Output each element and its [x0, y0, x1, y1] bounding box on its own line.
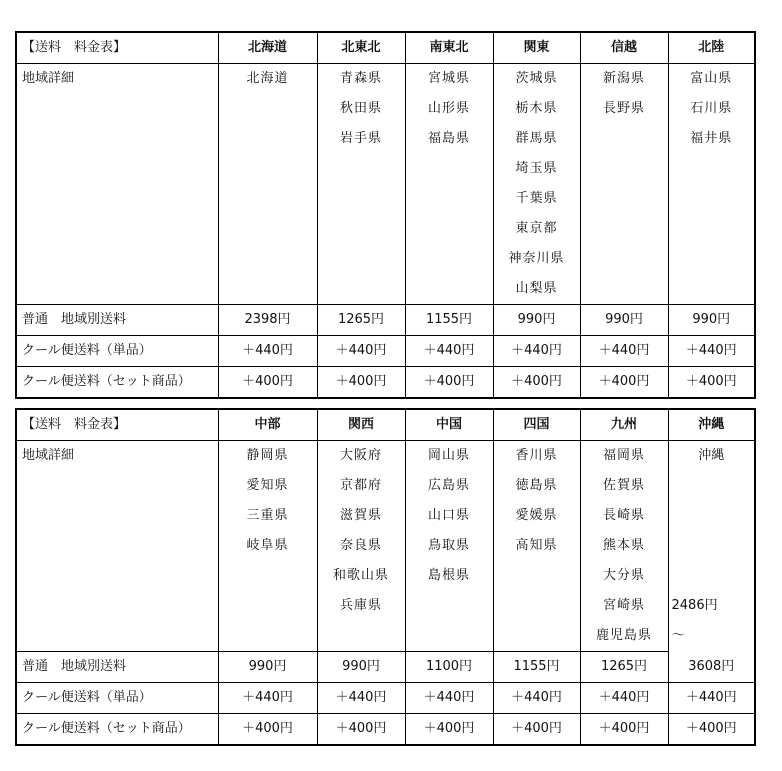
normal-rate-cell: 1100円 — [405, 652, 493, 683]
cool-single-cell: ＋440円 — [580, 683, 668, 714]
cool-set-cell: ＋400円 — [580, 714, 668, 746]
shipping-rate-table-1 — [15, 31, 756, 399]
cool-set-cell: ＋400円 — [317, 367, 405, 399]
prefecture: 山口県 — [427, 508, 470, 523]
cool-set-row — [16, 367, 755, 399]
region-header-chubu: 中部 — [218, 409, 317, 441]
cool-set-row — [16, 714, 755, 746]
cool-single-cell: ＋440円 — [580, 336, 668, 367]
detail-cell-kita-tohoku — [317, 64, 405, 305]
cool-set-cell: ＋400円 — [580, 367, 668, 399]
header-row — [16, 32, 755, 64]
okinawa-detail-wrap — [669, 441, 755, 651]
region-header-kansai: 関西 — [317, 409, 405, 441]
detail-cell-hokkaido — [218, 64, 317, 305]
detail-cell-chubu — [218, 441, 317, 652]
normal-rate-label: 普通 地域別送料 — [16, 652, 218, 683]
prefecture: 広島県 — [427, 478, 470, 493]
prefecture: 山梨県 — [515, 281, 558, 296]
prefecture: 新潟県 — [602, 71, 645, 86]
cool-single-cell: ＋440円 — [218, 683, 317, 714]
detail-cell-shinetsu — [580, 64, 668, 305]
prefecture: 栃木県 — [515, 101, 558, 116]
table-corner-title: 【送料 料金表】 — [16, 409, 218, 441]
cool-single-row — [16, 336, 755, 367]
prefecture: 和歌山県 — [332, 568, 389, 583]
prefecture: 滋賀県 — [339, 508, 382, 523]
cool-single-cell: ＋440円 — [668, 336, 755, 367]
normal-rate-label: 普通 地域別送料 — [16, 305, 218, 336]
prefecture: 福島県 — [427, 131, 470, 146]
prefecture: 岡山県 — [427, 448, 470, 463]
cool-single-cell: ＋440円 — [493, 683, 580, 714]
normal-rate-cell: 990円 — [493, 305, 580, 336]
prefecture: 高知県 — [515, 538, 558, 553]
shipping-rate-table-2 — [15, 408, 756, 746]
cool-single-cell: ＋440円 — [668, 683, 755, 714]
detail-label: 地域詳細 — [16, 441, 218, 652]
prefecture: 山形県 — [427, 101, 470, 116]
region-header-minami-tohoku: 南東北 — [405, 32, 493, 64]
cool-set-cell: ＋400円 — [317, 714, 405, 746]
normal-rate-row — [16, 652, 755, 683]
cool-set-cell: ＋400円 — [668, 714, 755, 746]
detail-cell-kansai — [317, 441, 405, 652]
prefecture: 京都府 — [339, 478, 382, 493]
prefecture: 富山県 — [690, 71, 733, 86]
region-header-shinetsu: 信越 — [580, 32, 668, 64]
prefecture: 福岡県 — [602, 448, 645, 463]
normal-rate-cell: 990円 — [317, 652, 405, 683]
cool-set-cell: ＋400円 — [405, 714, 493, 746]
cool-set-cell: ＋400円 — [668, 367, 755, 399]
okinawa-range-tilde: ～ — [671, 628, 685, 643]
region-header-hokuriku: 北陸 — [668, 32, 755, 64]
region-header-okinawa: 沖縄 — [668, 409, 755, 441]
cool-single-row — [16, 683, 755, 714]
detail-cell-chugoku — [405, 441, 493, 652]
table-corner-title: 【送料 料金表】 — [16, 32, 218, 64]
normal-rate-cell: 990円 — [218, 652, 317, 683]
normal-rate-cell: 990円 — [580, 305, 668, 336]
prefecture: 佐賀県 — [602, 478, 645, 493]
detail-label: 地域詳細 — [16, 64, 218, 305]
prefecture: 岐阜県 — [246, 538, 289, 553]
cool-set-cell: ＋400円 — [218, 367, 317, 399]
normal-rate-cell: 1265円 — [317, 305, 405, 336]
region-header-shikoku: 四国 — [493, 409, 580, 441]
cool-single-cell: ＋440円 — [405, 336, 493, 367]
cool-set-cell: ＋400円 — [493, 714, 580, 746]
cool-single-cell: ＋440円 — [317, 336, 405, 367]
prefecture: 岩手県 — [339, 131, 382, 146]
region-header-chugoku: 中国 — [405, 409, 493, 441]
okinawa-range-start: 2486円 — [671, 598, 718, 613]
header-row — [16, 409, 755, 441]
prefecture: 兵庫県 — [339, 598, 382, 613]
detail-cell-kanto — [493, 64, 580, 305]
cool-set-cell: ＋400円 — [405, 367, 493, 399]
cool-set-label: クール便送料（セット商品） — [16, 714, 218, 746]
detail-cell-minami-tohoku — [405, 64, 493, 305]
prefecture: 青森県 — [339, 71, 382, 86]
prefecture: 香川県 — [515, 448, 558, 463]
cool-single-cell: ＋440円 — [218, 336, 317, 367]
cool-single-cell: ＋440円 — [493, 336, 580, 367]
prefecture: 沖縄 — [698, 448, 725, 463]
prefecture: 北海道 — [246, 71, 289, 86]
cool-single-cell: ＋440円 — [317, 683, 405, 714]
cool-set-cell: ＋400円 — [493, 367, 580, 399]
prefecture: 愛媛県 — [515, 508, 558, 523]
prefecture: 宮城県 — [427, 71, 470, 86]
region-header-hokkaido: 北海道 — [218, 32, 317, 64]
prefecture: 石川県 — [690, 101, 733, 116]
prefecture: 福井県 — [690, 131, 733, 146]
detail-row — [16, 441, 755, 652]
cool-single-cell: ＋440円 — [405, 683, 493, 714]
prefecture: 鹿児島県 — [595, 628, 652, 643]
prefecture: 東京都 — [515, 221, 558, 236]
prefecture: 群馬県 — [515, 131, 558, 146]
normal-rate-cell: 1265円 — [580, 652, 668, 683]
detail-cell-shikoku — [493, 441, 580, 652]
prefecture: 鳥取県 — [427, 538, 470, 553]
prefecture: 長野県 — [602, 101, 645, 116]
prefecture: 徳島県 — [515, 478, 558, 493]
normal-rate-cell: 3608円 — [668, 652, 755, 683]
cool-set-label: クール便送料（セット商品） — [16, 367, 218, 399]
prefecture: 茨城県 — [515, 71, 558, 86]
normal-rate-cell: 990円 — [668, 305, 755, 336]
prefecture: 静岡県 — [246, 448, 289, 463]
prefecture: 奈良県 — [339, 538, 382, 553]
detail-cell-hokuriku — [668, 64, 755, 305]
region-header-kita-tohoku: 北東北 — [317, 32, 405, 64]
normal-rate-cell: 2398円 — [218, 305, 317, 336]
cool-single-label: クール便送料（単品） — [16, 336, 218, 367]
region-header-kanto: 関東 — [493, 32, 580, 64]
prefecture: 三重県 — [246, 508, 289, 523]
prefecture: 千葉県 — [515, 191, 558, 206]
prefecture: 愛知県 — [246, 478, 289, 493]
prefecture: 宮崎県 — [602, 598, 645, 613]
cool-single-label: クール便送料（単品） — [16, 683, 218, 714]
prefecture: 熊本県 — [602, 538, 645, 553]
prefecture: 秋田県 — [339, 101, 382, 116]
prefecture: 長崎県 — [602, 508, 645, 523]
detail-cell-kyushu — [580, 441, 668, 652]
normal-rate-cell: 1155円 — [493, 652, 580, 683]
prefecture: 大阪府 — [339, 448, 382, 463]
prefecture: 島根県 — [427, 568, 470, 583]
prefecture: 神奈川県 — [508, 251, 565, 266]
cool-set-cell: ＋400円 — [218, 714, 317, 746]
region-header-kyushu: 九州 — [580, 409, 668, 441]
normal-rate-cell: 1155円 — [405, 305, 493, 336]
detail-row — [16, 64, 755, 305]
prefecture: 埼玉県 — [515, 161, 558, 176]
detail-cell-okinawa — [668, 441, 755, 652]
prefecture: 大分県 — [602, 568, 645, 583]
normal-rate-row — [16, 305, 755, 336]
